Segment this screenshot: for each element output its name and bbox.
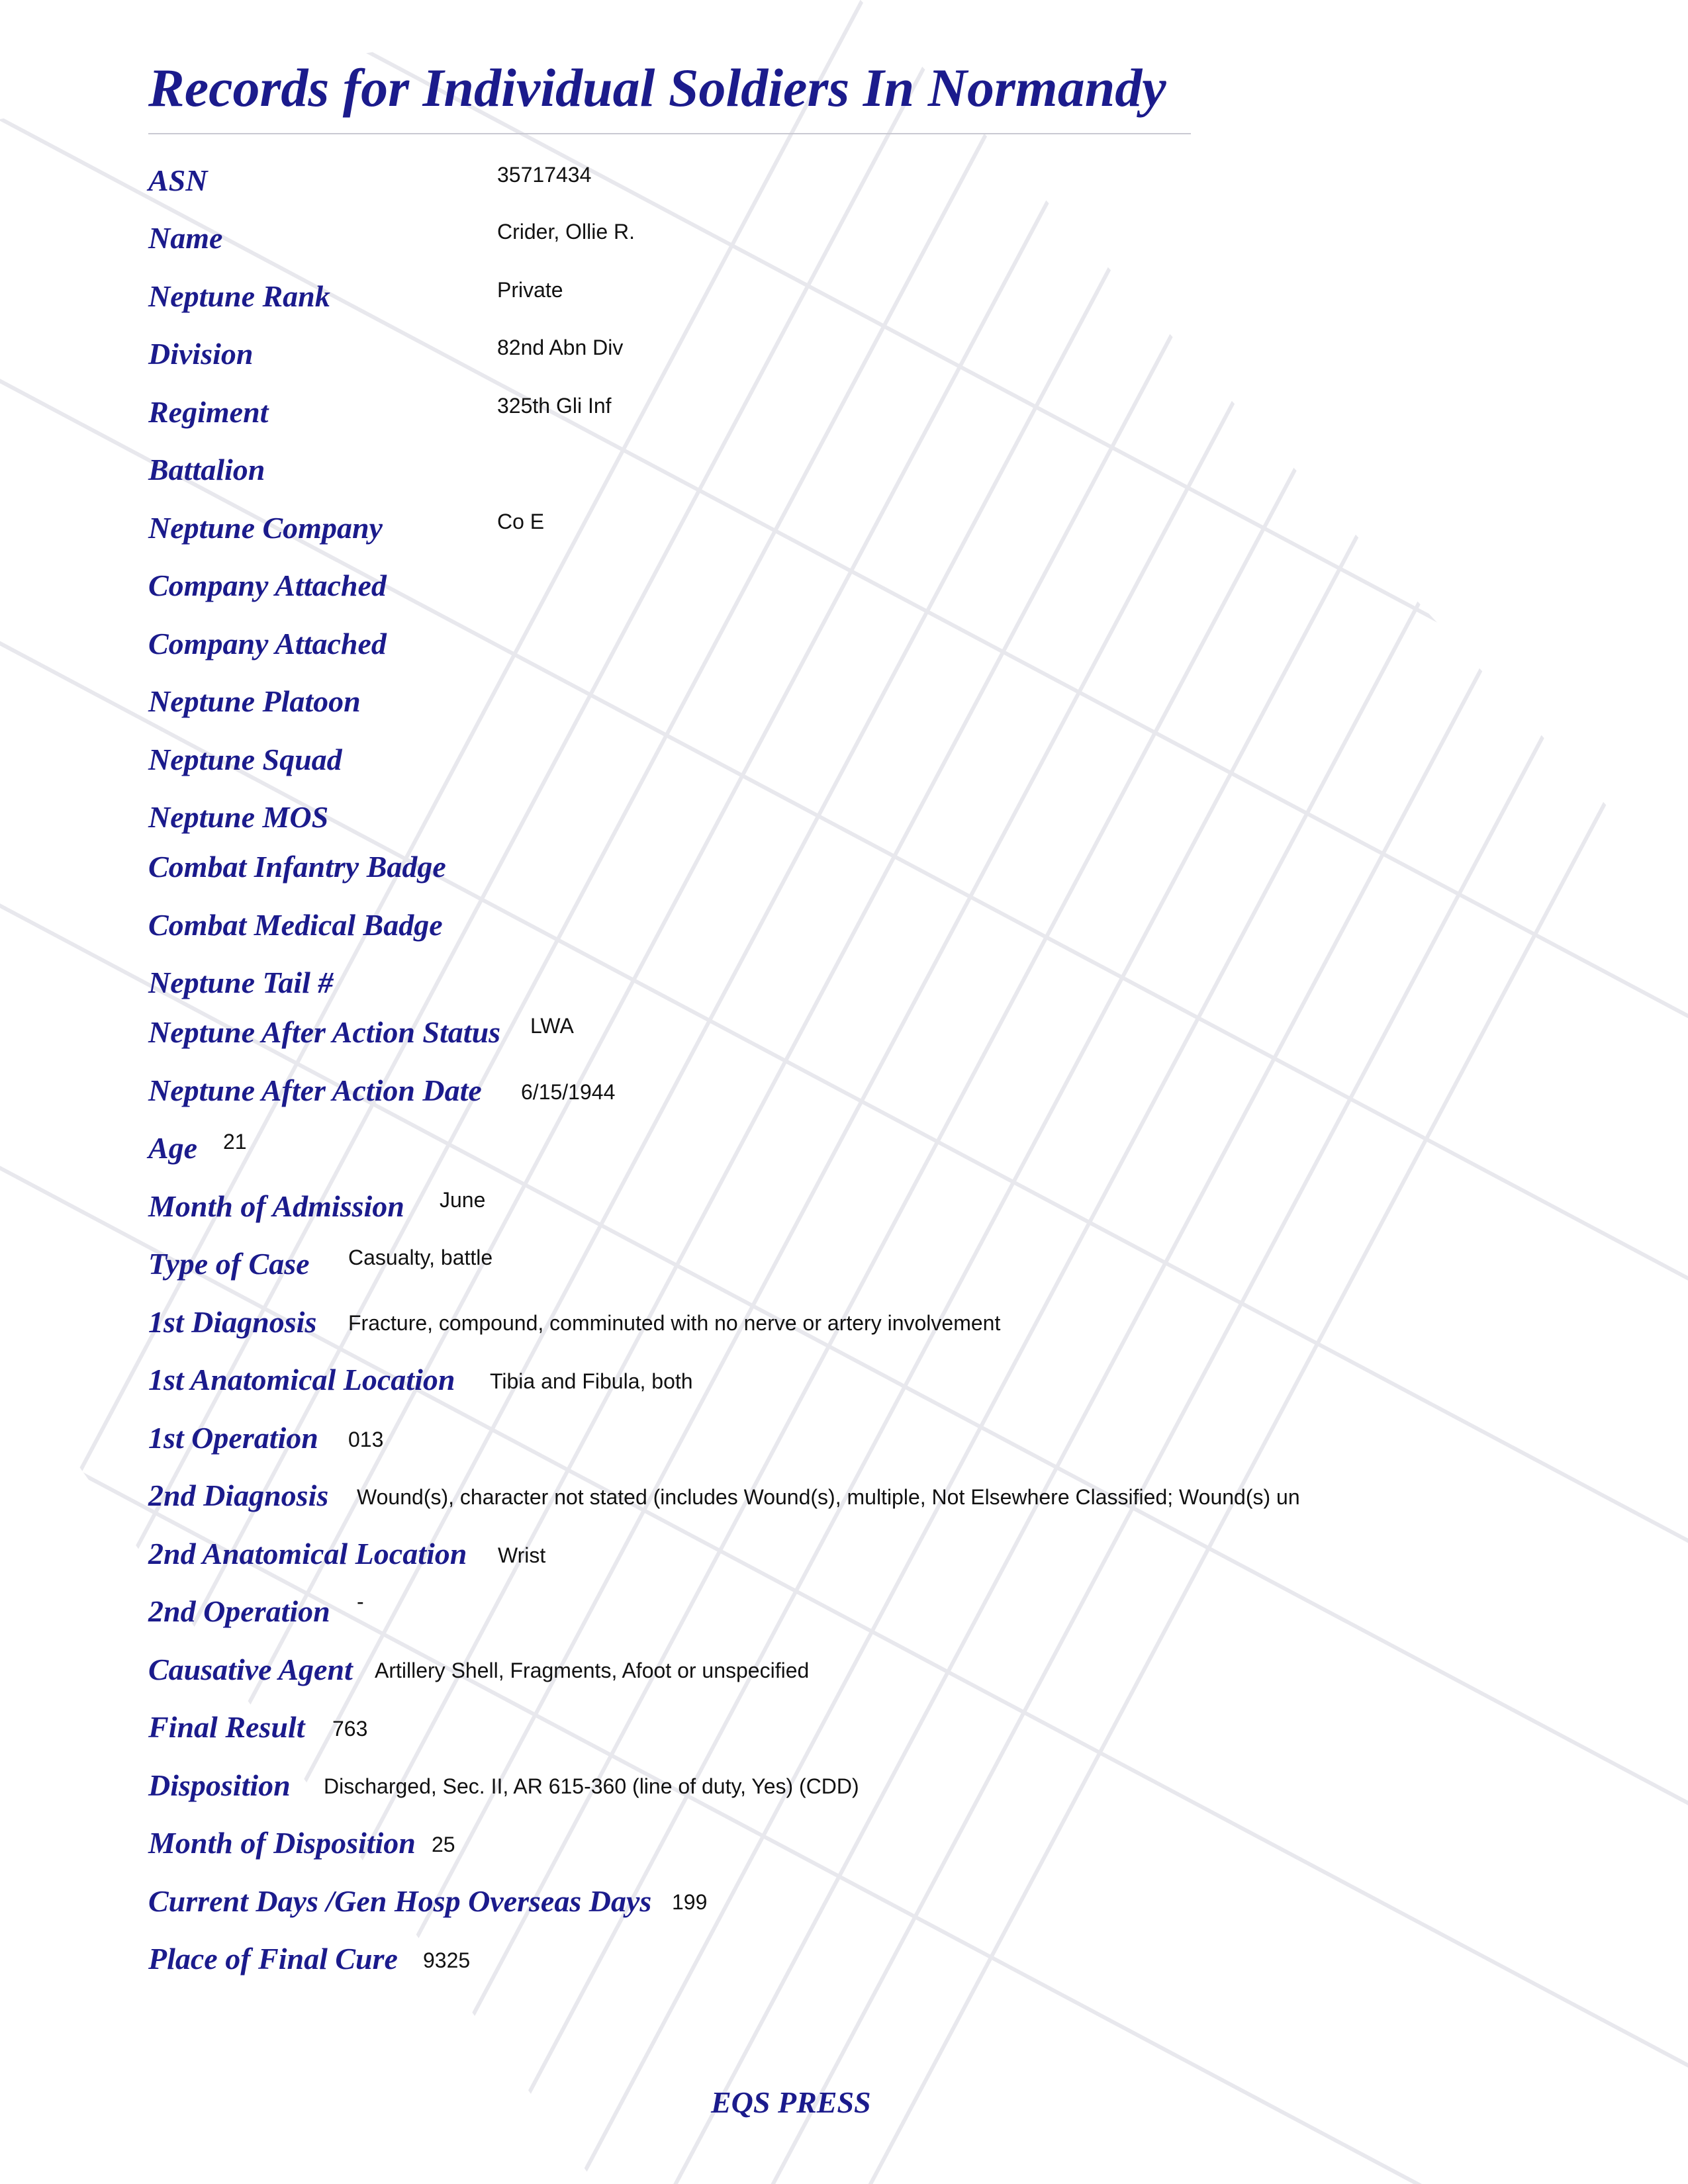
field-value-neptune-company: Co E xyxy=(497,510,545,533)
field-label-final-result: Final Result xyxy=(148,1710,305,1744)
field-value-final-result: 763 xyxy=(332,1717,368,1741)
field-label-battalion: Battalion xyxy=(148,453,265,486)
publisher-footer: EQS PRESS xyxy=(711,2085,871,2119)
field-label-company-attached-2: Company Attached xyxy=(148,627,387,660)
field-value-after-action-date: 6/15/1944 xyxy=(521,1080,616,1104)
field-value-current-days-gen-hosp: 199 xyxy=(672,1890,708,1914)
field-label-2nd-diagnosis: 2nd Diagnosis xyxy=(148,1479,329,1512)
field-label-company-attached: Company Attached xyxy=(148,569,387,602)
field-value-place-of-final-cure: 9325 xyxy=(423,1948,471,1972)
field-value-after-action-status: LWA xyxy=(530,1014,574,1038)
field-value-1st-anatomical-location: Tibia and Fibula, both xyxy=(490,1369,693,1393)
field-label-neptune-company: Neptune Company xyxy=(148,511,383,545)
field-label-neptune-tail-number: Neptune Tail # xyxy=(148,966,334,999)
field-label-division: Division xyxy=(148,337,254,371)
field-label-neptune-platoon: Neptune Platoon xyxy=(148,684,361,718)
field-label-after-action-date: Neptune After Action Date xyxy=(148,1073,482,1107)
field-value-2nd-anatomical-location: Wrist xyxy=(498,1543,546,1567)
field-value-age: 21 xyxy=(223,1130,247,1154)
field-value-2nd-diagnosis: Wound(s), character not stated (includes Wound(s), multiple, Not Elsewhere Classified; Wound(s) un xyxy=(357,1485,1300,1509)
field-label-neptune-rank: Neptune Rank xyxy=(148,279,330,313)
field-label-neptune-mos: Neptune MOS xyxy=(148,800,329,834)
field-value-disposition: Discharged, Sec. II, AR 615-360 (line of duty, Yes) (CDD) xyxy=(324,1774,859,1798)
field-label-1st-anatomical-location: 1st Anatomical Location xyxy=(148,1363,455,1396)
field-label-month-of-admission: Month of Admission xyxy=(148,1189,404,1223)
field-label-month-of-disposition: Month of Disposition xyxy=(148,1826,416,1860)
field-label-causative-agent: Causative Agent xyxy=(148,1653,353,1686)
field-value-name: Crider, Ollie R. xyxy=(497,220,635,244)
field-label-disposition: Disposition xyxy=(148,1768,291,1802)
field-value-asn: 35717434 xyxy=(497,163,592,187)
field-value-regiment: 325th Gli Inf xyxy=(497,394,612,418)
field-value-division: 82nd Abn Div xyxy=(497,336,624,359)
field-value-causative-agent: Artillery Shell, Fragments, Afoot or unspecified xyxy=(375,1659,810,1682)
field-value-1st-diagnosis: Fracture, compound, comminuted with no nerve or artery involvement xyxy=(348,1311,1001,1335)
field-label-combat-infantry-badge: Combat Infantry Badge xyxy=(148,850,446,884)
field-label-after-action-status: Neptune After Action Status xyxy=(148,1015,501,1049)
field-label-neptune-squad: Neptune Squad xyxy=(148,743,342,776)
field-value-neptune-rank: Private xyxy=(497,278,563,302)
field-label-2nd-operation: 2nd Operation xyxy=(148,1594,330,1628)
field-label-asn: ASN xyxy=(148,163,208,197)
title-underline xyxy=(148,133,1191,134)
field-label-1st-operation: 1st Operation xyxy=(148,1421,318,1455)
field-label-combat-medical-badge: Combat Medical Badge xyxy=(148,908,443,942)
field-label-age: Age xyxy=(148,1131,198,1165)
field-label-type-of-case: Type of Case xyxy=(148,1247,310,1281)
field-value-1st-operation: 013 xyxy=(348,1428,384,1451)
field-value-2nd-operation: - xyxy=(357,1590,364,1614)
field-label-regiment: Regiment xyxy=(148,395,269,429)
field-label-2nd-anatomical-location: 2nd Anatomical Location xyxy=(148,1537,467,1570)
field-value-month-of-disposition: 25 xyxy=(432,1833,455,1856)
field-label-1st-diagnosis: 1st Diagnosis xyxy=(148,1305,317,1339)
field-value-month-of-admission: June xyxy=(440,1188,486,1212)
page-title: Records for Individual Soldiers In Normandy xyxy=(148,58,1166,118)
field-label-current-days-gen-hosp: Current Days /Gen Hosp Overseas Days xyxy=(148,1884,652,1918)
field-value-type-of-case: Casualty, battle xyxy=(348,1246,493,1269)
field-label-name: Name xyxy=(148,221,223,255)
field-label-place-of-final-cure: Place of Final Cure xyxy=(148,1942,398,1976)
